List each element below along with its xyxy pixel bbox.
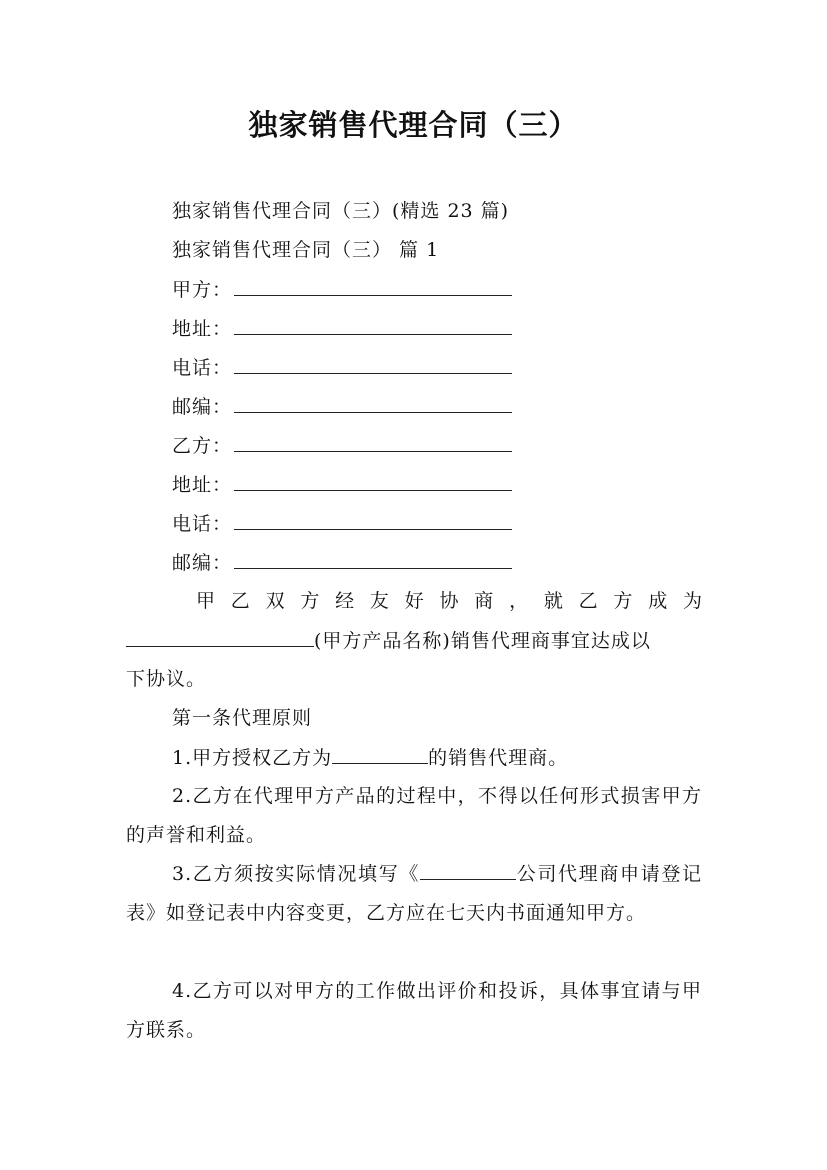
- party-a-phone-label: 电话：: [172, 357, 233, 379]
- party-a-postcode-label: 邮编：: [172, 396, 233, 418]
- clause-3-before: 3.乙方须按实际情况填写《: [172, 863, 421, 885]
- party-b-postcode-field: [172, 550, 512, 575]
- intro-line-1: 甲 乙 双 方 经 友 好 协 商 ， 就 乙 方 成 为: [196, 590, 702, 612]
- intro-line-3: 下协议。: [126, 668, 207, 690]
- party-a-postcode-blank: [234, 394, 512, 413]
- clause-2: 2.乙方在代理甲方产品的过程中，不得以任何形式损害甲方的声誉和利益。: [126, 785, 702, 846]
- party-a-phone-blank: [234, 355, 512, 374]
- party-b-phone-blank: [234, 511, 512, 530]
- clause-3: [126, 855, 702, 933]
- party-b-phone-field: [172, 511, 512, 536]
- party-b-postcode-blank: [234, 550, 512, 569]
- party-b-address-label: 地址：: [172, 474, 233, 496]
- party-a-field: [172, 277, 512, 302]
- party-b-address-field: [172, 472, 512, 497]
- document-title: 独家销售代理合同（三）: [248, 108, 579, 142]
- intro-line-2: [126, 628, 651, 653]
- product-name-blank: [126, 628, 314, 647]
- party-a-label: 甲方：: [172, 279, 233, 301]
- party-a-address-blank: [234, 316, 512, 335]
- clause-3-after: 公司代理商申请登记表》如登记表中内容变更，乙方应在七天内书面通知甲方。: [126, 863, 702, 924]
- document-subtitle: 独家销售代理合同（三）(精选 23 篇): [172, 200, 510, 222]
- party-a-phone-field: [172, 355, 512, 380]
- party-b-postcode-label: 邮编：: [172, 552, 233, 574]
- party-b-label: 乙方：: [172, 435, 233, 457]
- clause-1: [172, 745, 568, 770]
- clause-1-blank: [332, 745, 428, 764]
- party-a-blank: [234, 277, 512, 296]
- party-a-address-field: [172, 316, 512, 341]
- clause-3-blank: [420, 861, 516, 880]
- article-1-heading: 第一条代理原则: [172, 707, 313, 729]
- clause-1-after: 的销售代理商。: [428, 747, 569, 769]
- party-b-blank: [234, 433, 512, 452]
- party-a-postcode-field: [172, 394, 512, 419]
- party-a-address-label: 地址：: [172, 318, 233, 340]
- party-b-address-blank: [234, 472, 512, 491]
- section-heading: 独家销售代理合同（三） 篇 1: [172, 239, 440, 261]
- party-b-phone-label: 电话：: [172, 513, 233, 535]
- intro-line-2-text: (甲方产品名称)销售代理商事宜达成以: [314, 630, 651, 652]
- party-b-field: [172, 433, 512, 458]
- clause-4: 4.乙方可以对甲方的工作做出评价和投诉，具体事宜请与甲方联系。: [126, 980, 702, 1041]
- clause-1-before: 1.甲方授权乙方为: [172, 747, 333, 769]
